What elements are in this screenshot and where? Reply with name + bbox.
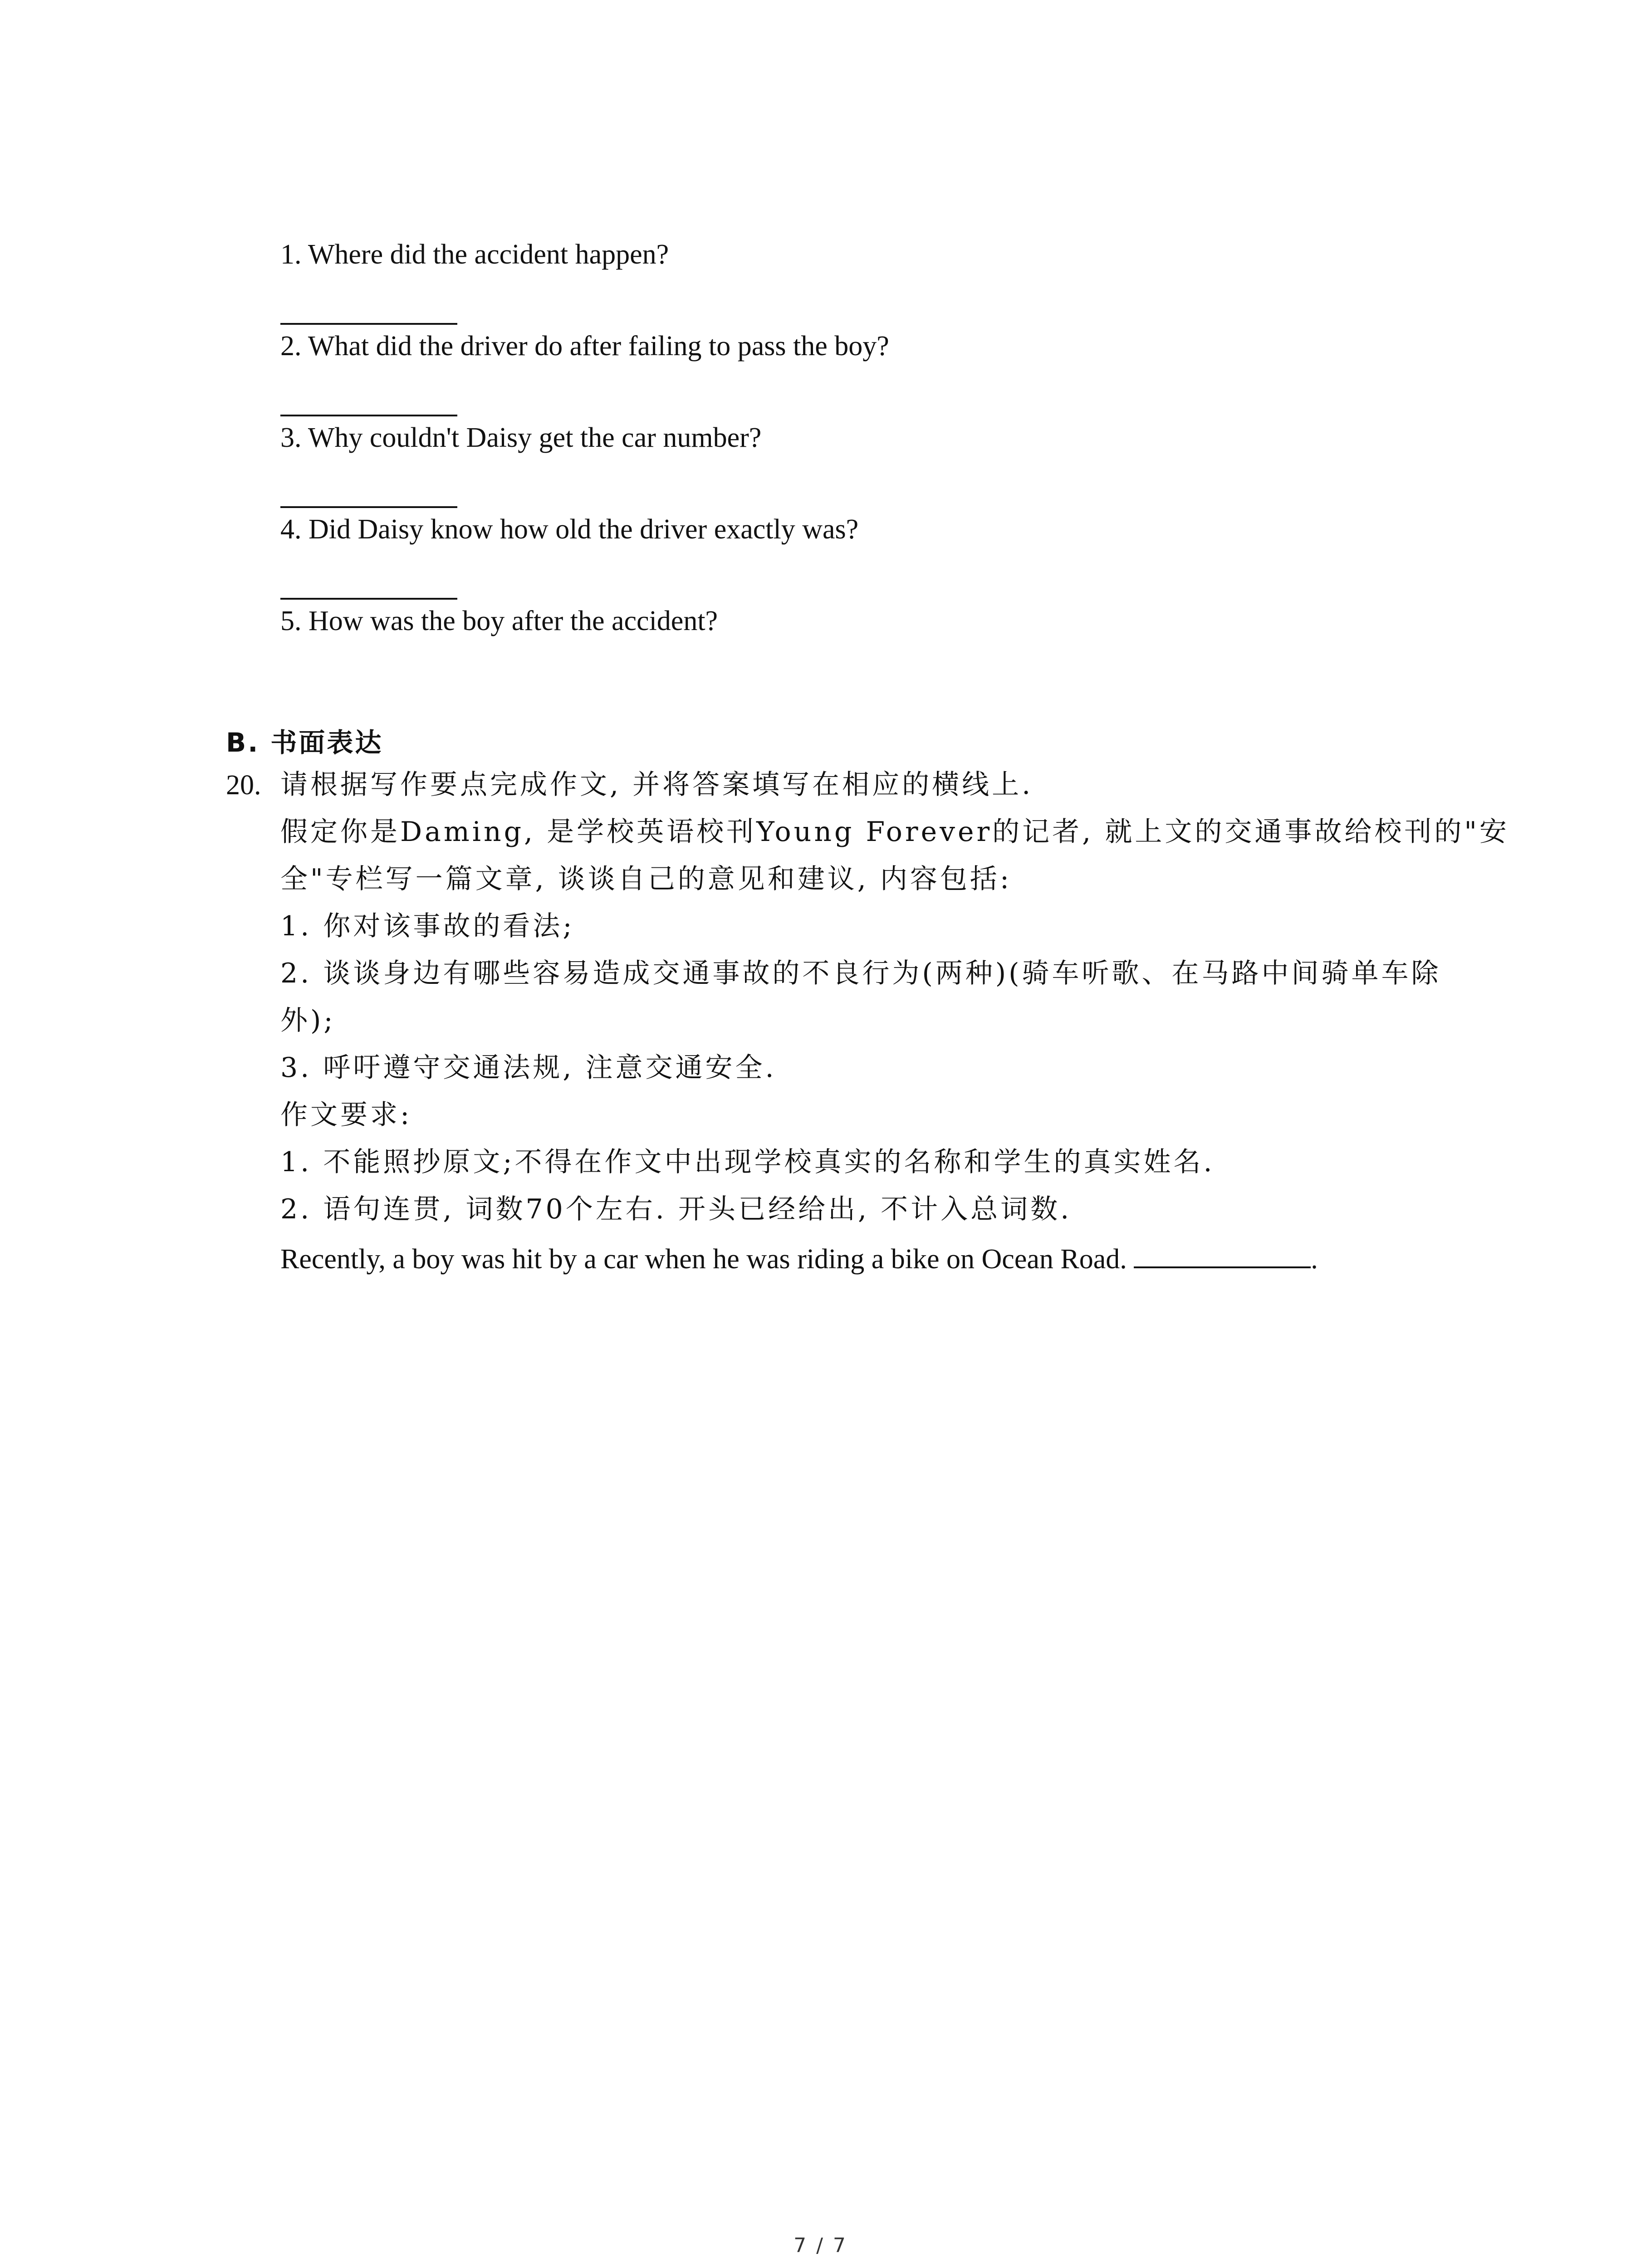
q20-requirements-heading: 作文要求: [280, 1099, 412, 1131]
q20-requirement-2: 2. 语句连贯, 词数70个左右. 开头已经给出, 不计入总词数. [280, 1193, 1072, 1225]
answer-blank-4[interactable] [280, 598, 457, 600]
q20-requirement-1: 1. 不能照抄原文;不得在作文中出现学校真实的名称和学生的真实姓名. [280, 1146, 1215, 1178]
answer-blank-3[interactable] [280, 506, 457, 508]
q20-scenario-line-2: 全"专栏写一篇文章, 谈谈自己的意见和建议, 内容包括: [280, 863, 1012, 895]
question-1: 1. Where did the accident happen? [280, 239, 669, 270]
q20-point-1: 1. 你对该事故的看法; [280, 910, 575, 942]
q20-opening-sentence [280, 1243, 1318, 1273]
q20-point-3: 3. 呼吁遵守交通法规, 注意交通安全. [280, 1052, 777, 1084]
q20-point-2-line-2: 外); [280, 1005, 336, 1036]
q20-scenario-line-1: 假定你是Daming, 是学校英语校刊Young Forever的记者, 就上文的交通事故给校刊的"安 [280, 816, 1509, 848]
q20-point-2-line-1: 2. 谈谈身边有哪些容易造成交通事故的不良行为(两种)(骑车听歌、在马路中间骑单车除 [280, 958, 1441, 989]
page-number: 7 / 7 [794, 2234, 847, 2257]
question-4: 4. Did Daisy know how old the driver exactly was? [280, 514, 859, 545]
answer-blank-2[interactable] [280, 415, 457, 416]
opening-period: . [1311, 1244, 1318, 1275]
question-2: 2. What did the driver do after failing to pass the boy? [280, 331, 889, 362]
section-b-heading: B. 书面表达 [226, 727, 383, 758]
q20-instruction-line: 请根据写作要点完成作文, 并将答案填写在相应的横线上. [280, 769, 1034, 801]
question-20-number: 20. [226, 770, 261, 801]
question-3: 3. Why couldn't Daisy get the car number? [280, 422, 762, 453]
question-5: 5. How was the boy after the accident? [280, 606, 718, 636]
opening-text: Recently, a boy was hit by a car when he was riding a bike on Ocean Road. [280, 1244, 1127, 1275]
answer-blank-1[interactable] [280, 323, 457, 325]
essay-answer-blank[interactable] [1134, 1243, 1311, 1268]
